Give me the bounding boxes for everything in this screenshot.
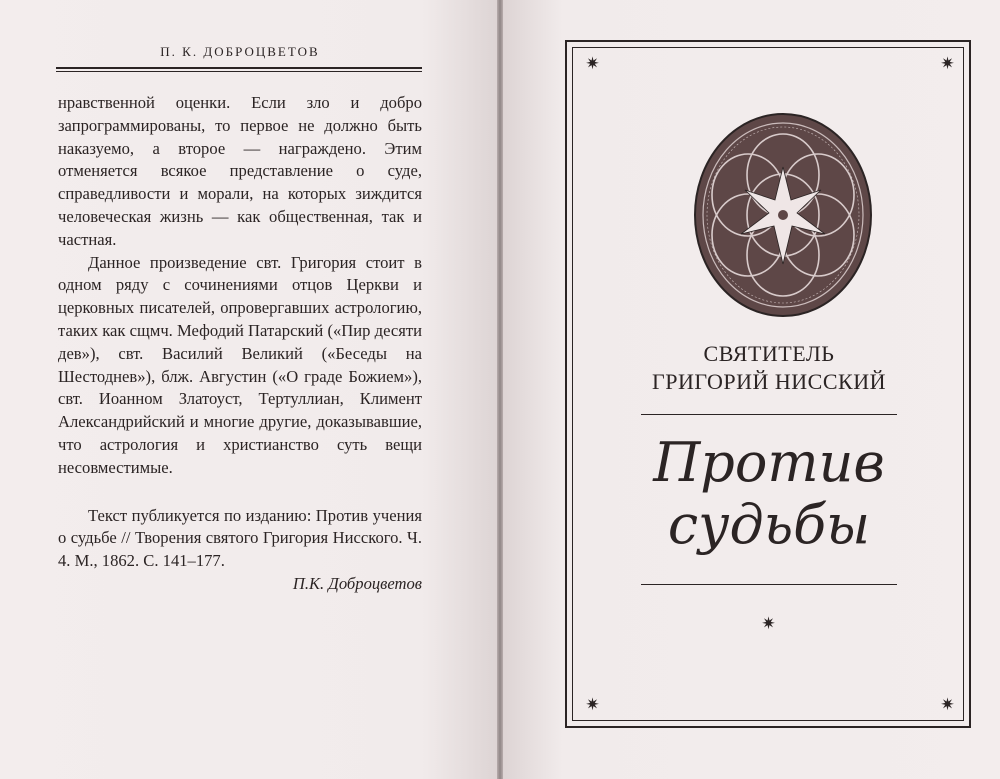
running-head-rule [56, 67, 422, 69]
paragraph-astrology: Данное произведение свт. Григория стоит в одном ряду с сочинениями отцов Церкви и церковных писателей, опровергавших астрологию, таких как сщмч. Мефодий Патарский («Пир десяти дев»), свт. Василий Великий («Беседы на Шестоднев»), блж. Августин («О граде Божием»), свт. Иоанном Златоуст, Тертуллиан, Климент Александрийский и многие другие, доказывавшие, что астрология и христианство суть вещи несовместимые. [58, 252, 422, 477]
title-line-2: судьбы [667, 493, 871, 556]
paragraph-source-note: Текст публикуется по изданию: Против учения о судьбе // Творения святого Григория Нисского. Ч. 4. М., 1862. С. 141–177. [58, 505, 422, 571]
signature: П.К. Доброцветов [292, 573, 422, 593]
author-title: СВЯТИТЕЛЬ [703, 341, 835, 366]
title-rule-top [641, 414, 897, 415]
title-line-1: Против [653, 431, 885, 494]
body-text [58, 92, 422, 596]
center-star-icon: ✷ [761, 614, 776, 633]
right-page [503, 0, 1000, 779]
author-name [593, 340, 945, 396]
title-rule-bottom [641, 584, 897, 585]
corner-star-icon: ✷ [940, 695, 955, 714]
corner-star-icon: ✷ [940, 54, 955, 73]
rosette-medallion-icon [693, 112, 873, 318]
author-name-line: ГРИГОРИЙ НИССКИЙ [652, 369, 886, 394]
corner-star-icon: ✷ [585, 695, 600, 714]
left-page [0, 0, 497, 779]
paragraph-continuation: нравственной оценки. Если зло и добро запрограммированы, то первое не должно быть наказуемо, а второе — награждено. Этим отменяется всякое представление о суде, справедливости и морали, на которых зиждится человеческая жизнь — как общественная, так и частная. [58, 93, 422, 249]
corner-star-icon: ✷ [585, 54, 600, 73]
book-title [593, 432, 945, 556]
running-head-rule-thin [56, 71, 422, 72]
running-head: П. К. ДОБРОЦВЕТОВ [160, 44, 320, 59]
